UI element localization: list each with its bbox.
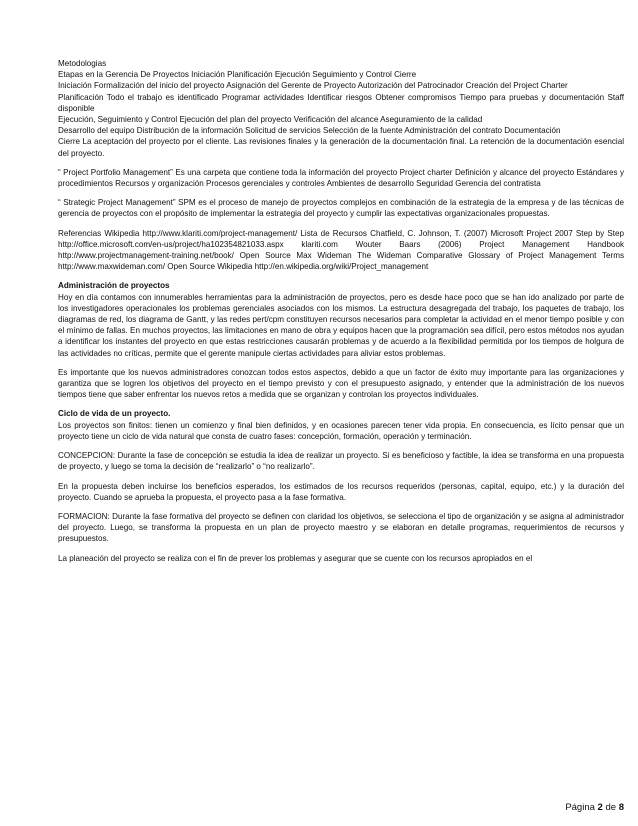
page-footer <box>565 802 624 814</box>
importante-paragraph: Es importante que los nuevos administradores conozcan todos estos aspectos, debido a que un factor de éxito muy importante para las organizaciones y garantiza que se logren los objetivos del proyecto en el tiempo previsto y con el presupuesto asignado, y entender que la administración de los nuevos tiempos tiene que saber enfrentar los nuevos retos a medida que se organizan y controlan los proyectos individuales. <box>58 367 624 400</box>
propuesta-paragraph: En la propuesta deben incluirse los beneficios esperados, los estimados de los recursos requeridos (personas, capital, equipo, etc.) y la duración del proyecto. Cuando se aprueba la propuesta, el proyecto pasa a la fase formativa. <box>58 481 624 502</box>
iniciacion-line: Iniciación Formalización del inicio del proyecto Asignación del Gerente de Proyecto Autorización del Patrocinador Creación del Project Charter <box>58 81 568 91</box>
admin-heading: Administración de proyectos <box>58 281 170 291</box>
ppm-paragraph: “ Project Portfolio Management” Es una carpeta que contiene toda la información del proyecto Project charter Definición y alcance del proyecto Estándares y procedimientos Recursos y organización Procesos gerenciales y controles Ambientes de desarrollo Seguridad Gerencia del contratista <box>58 167 624 189</box>
concepcion-paragraph: CONCEPCION: Durante la fase de concepción se estudia la idea de realizar un proyecto. Si es beneficioso y factible, la idea se transforma en una propuesta de proyecto, y luego se toma la decisión de “realizarlo” o “no realizarlo”. <box>58 451 624 472</box>
cierre-line: Cierre La aceptación del proyecto por el cliente. Las revisiones finales y la generación de la documentación final. La retención de la documentación esencial del proyecto. <box>58 137 624 158</box>
desarrollo-line: Desarrollo del equipo Distribución de la información Solicitud de servicios Selección de la fuente Administración del contrato Documentación <box>58 126 561 136</box>
etapas-line: Etapas en la Gerencia De Proyectos Iniciación Planificación Ejecución Seguimiento y Control Cierre <box>58 70 417 80</box>
spm-paragraph: “ Strategic Project Management” SPM es el proceso de manejo de proyectos complejos en combinación de la estrategia de la empresa y de las técnicas de gerencia de proyectos con el propósito de implementar la estrategia del proyecto y cumplir las expectativas organizacionales propuestas. <box>58 198 624 219</box>
planificacion-line: Planificación Todo el trabajo es identificado Programar actividades Identificar riesgos Obtener compromisos Tiempo para pruebas y documentación Staff disponible <box>58 92 624 113</box>
metodologias-line: Metodologias <box>58 59 107 68</box>
admin-paragraph: Hoy en día contamos con innumerables herramientas para la administración de proyectos, pero es desde hace poco que se han ido analizado por parte de los investigadores operacionales los problemas gerenciales asociados con los mismos. La estructura desagregada del trabajo, los paquetes de trabajo, los diagramas de red, los diagrama de Gantt, y las redes pert/cpm constituyen recursos necesarios para completar la actividad en el menor tiempo posible y con el mínimo de fallas. En muchos proyectos, las limitaciones en mano de obra y equipos hacen que la programación sea difícil, pero estos métodos nos ayudan a identificar los instantes del proyecto en que estas restricciones causarán problemas y de acuerdo a la flexibilidad permitida por los tiempos de holgura de las actividades no críticas, permite que el gerente manipule ciertas actividades para aliviar estos problemas. <box>58 292 624 358</box>
ciclo-heading: Ciclo de vida de un proyecto. <box>58 409 171 419</box>
formacion-paragraph: FORMACION: Durante la fase formativa del proyecto se definen con claridad los objetivos, se selecciona el tipo de organización y se asigna al administrador del proyecto. Luego, se transforma la propuesta en un plan de proyecto maestro y se elaboran en detalle programas, requerimientos de recursos y presupuestos. <box>58 511 624 544</box>
referencias-paragraph: Referencias Wikipedia http://www.klariti.com/project-management/ Lista de Recursos Chatfield, C. Johnson, T. (2007) Microsoft Project 2007 Step by Step http://office.microsoft.com/en-us/project/ha102354821033.aspx klariti.com Wouter Baars (2006) Project Management Handbook http://www.projectmanagement-training.net/book/ Open Source Max Wideman The Wideman Comparative Glossary of Project Management Terms http://www.maxwideman.com/ Open Source Wikipedia http://en.wikipedia.org/wiki/Project_management <box>58 228 624 272</box>
document-body <box>58 58 624 564</box>
of-word: de <box>605 802 617 813</box>
page-total: 8 <box>618 802 624 813</box>
ejecucion-line: Ejecución, Seguimiento y Control Ejecución del plan del proyecto Verificación del alcance Aseguramiento de la calidad <box>58 115 483 125</box>
ciclo-paragraph: Los proyectos son finitos: tienen un comienzo y final bien definidos, y en ocasiones parecen tener vida propia. En consecuencia, es lícito pensar que un proyecto tiene un ciclo de vida natural que consta de cuatro fases: concepción, formación, operación y terminación. <box>58 420 624 441</box>
page-number: 2 <box>597 802 603 813</box>
page-word: Página <box>565 802 595 813</box>
planeacion-paragraph: La planeación del proyecto se realiza con el fin de prever los problemas y asegurar que se cuente con los recursos apropiados en el <box>58 553 533 563</box>
